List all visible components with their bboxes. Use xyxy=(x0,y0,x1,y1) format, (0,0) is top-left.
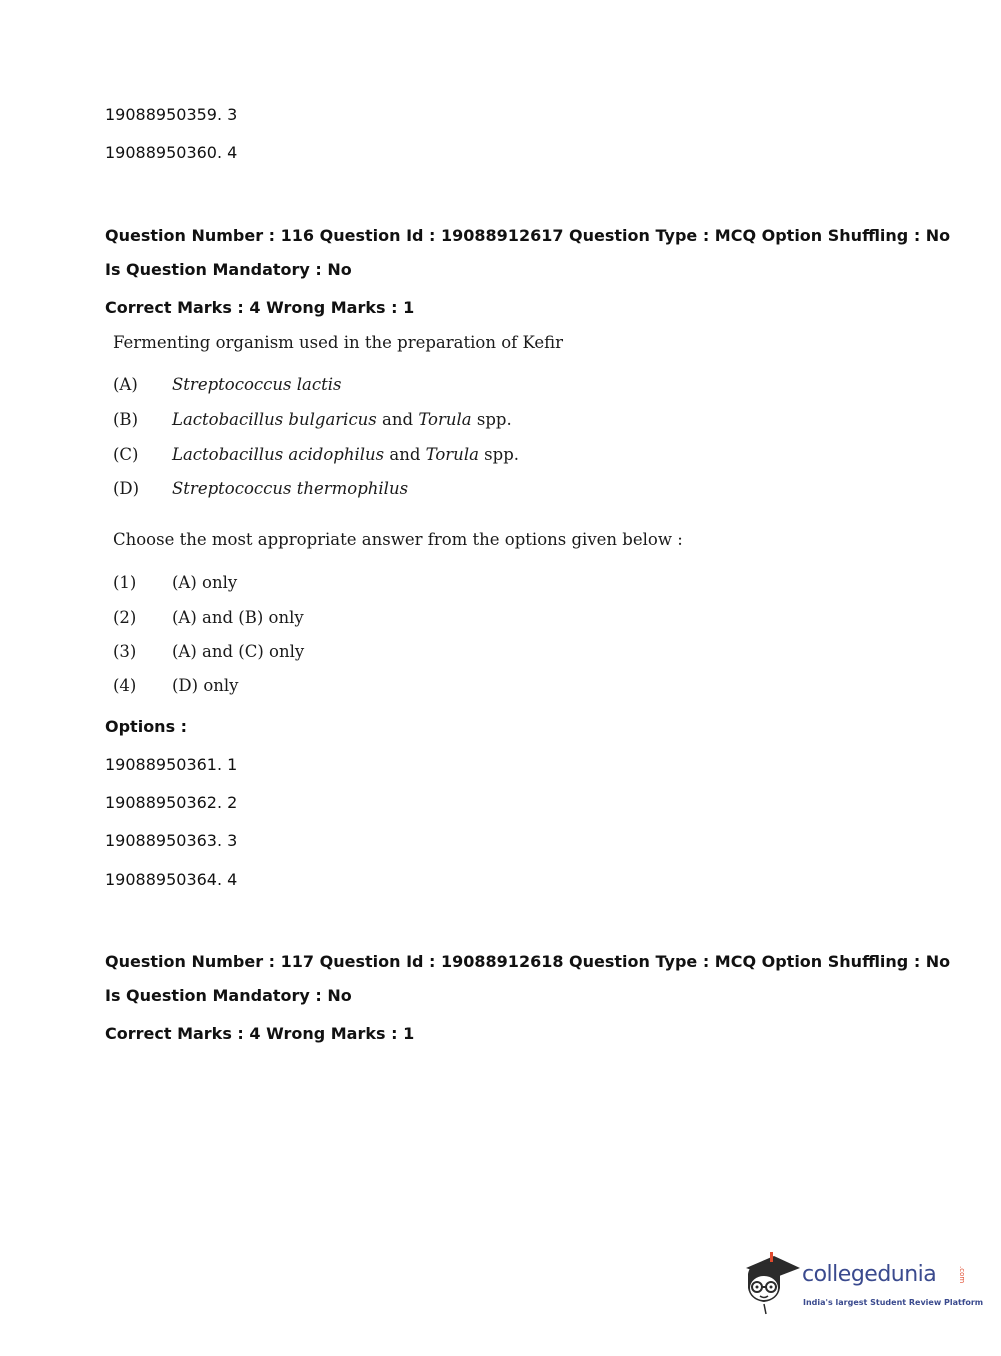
q117-marks: Correct Marks : 4 Wrong Marks : 1 xyxy=(105,1024,415,1043)
q116-marks: Correct Marks : 4 Wrong Marks : 1 xyxy=(105,298,415,317)
q117-mandatory: Is Question Mandatory : No xyxy=(105,986,352,1005)
spp-text: spp. xyxy=(478,445,520,464)
q116-option-4: 19088950364. 4 xyxy=(105,870,238,889)
option-id: 19088950363 xyxy=(105,831,217,850)
q116-choice-2 xyxy=(113,608,513,628)
conjunction: and xyxy=(384,445,426,464)
option-number: 4 xyxy=(227,870,238,889)
q116-choice-4 xyxy=(113,676,513,696)
q116-option-3: 19088950363. 3 xyxy=(105,831,238,850)
q116-stem: Fermenting organism used in the preparation of Kefir xyxy=(113,333,564,352)
q116-meta: Question Number : 116 Question Id : 19088912617 Question Type : MCQ Option Shuffling : No xyxy=(105,226,951,245)
q116-item-c xyxy=(113,445,713,465)
q117-meta: Question Number : 117 Question Id : 19088912618 Question Type : MCQ Option Shuffling : No xyxy=(105,952,951,971)
organism-name: Streptococcus thermophilus xyxy=(172,479,409,498)
item-label: (B) xyxy=(113,410,138,429)
q116-item-b xyxy=(113,410,713,430)
q116-option-1: 19088950361. 1 xyxy=(105,755,238,774)
choice-label: (4) xyxy=(113,676,137,695)
option-number: 3 xyxy=(227,105,238,124)
option-number: 3 xyxy=(227,831,238,850)
organism-name: Streptococcus lactis xyxy=(172,375,342,394)
q116-item-a xyxy=(113,375,713,395)
conjunction: and xyxy=(376,410,419,429)
choice-text: (A) and (C) only xyxy=(172,642,305,661)
option-id: 19088950361 xyxy=(105,755,217,774)
option-id: 19088950364 xyxy=(105,870,217,889)
choice-text: (A) and (B) only xyxy=(172,608,304,627)
q116-item-d xyxy=(113,479,713,499)
organism-name: Lactobacillus acidophilus xyxy=(172,445,385,464)
choice-text: (D) only xyxy=(172,676,239,695)
q116-choice-1 xyxy=(113,573,513,593)
mascot-icon xyxy=(740,1248,802,1320)
prev-option-4: 19088950360. 4 xyxy=(105,143,238,162)
item-label: (D) xyxy=(113,479,140,498)
option-number: 2 xyxy=(227,793,238,812)
q116-instruction: Choose the most appropriate answer from the options given below : xyxy=(113,530,683,549)
choice-text: (A) only xyxy=(172,573,238,592)
q116-choice-3 xyxy=(113,642,513,662)
option-number: 4 xyxy=(227,143,238,162)
collegedunia-logo xyxy=(740,1248,984,1320)
organism-name: Torula xyxy=(425,445,479,464)
logo-domain-suffix: .com xyxy=(958,1266,966,1284)
option-id: 19088950360 xyxy=(105,143,217,162)
choice-label: (3) xyxy=(113,642,137,661)
option-id: 19088950359 xyxy=(105,105,217,124)
option-number: 1 xyxy=(227,755,238,774)
q116-options-heading: Options : xyxy=(105,717,188,736)
choice-label: (2) xyxy=(113,608,137,627)
organism-name: Torula xyxy=(418,410,472,429)
logo-wordmark: collegedunia xyxy=(802,1262,937,1287)
item-label: (A) xyxy=(113,375,138,394)
organism-name: Lactobacillus bulgaricus xyxy=(172,410,377,429)
option-id: 19088950362 xyxy=(105,793,217,812)
q116-option-2: 19088950362. 2 xyxy=(105,793,238,812)
q116-mandatory: Is Question Mandatory : No xyxy=(105,260,352,279)
prev-option-3: 19088950359. 3 xyxy=(105,105,238,124)
logo-tagline: India's largest Student Review Platform xyxy=(803,1298,984,1307)
item-label: (C) xyxy=(113,445,139,464)
choice-label: (1) xyxy=(113,573,137,592)
spp-text: spp. xyxy=(471,410,512,429)
